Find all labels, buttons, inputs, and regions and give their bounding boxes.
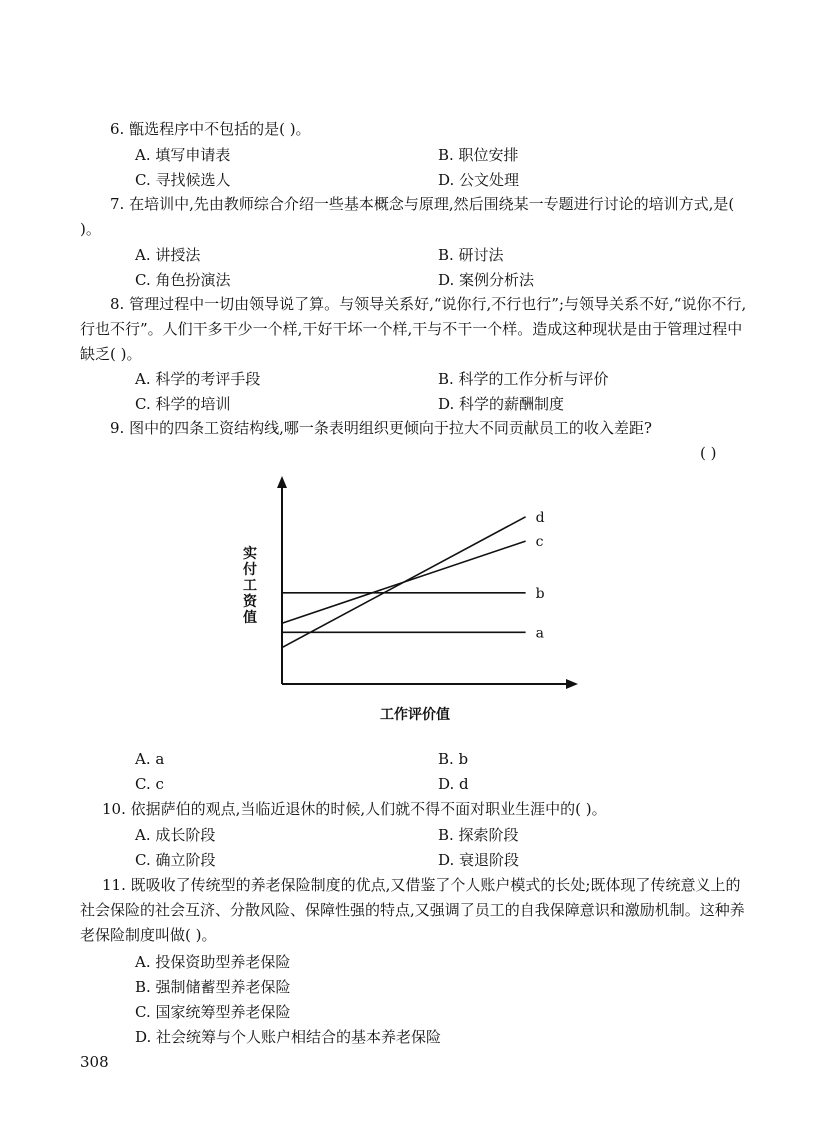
- y-axis-arrow: [277, 476, 287, 488]
- chart-svg: [230, 466, 610, 726]
- question-7-stem: 7. 在培训中,先由教师综合介绍一些基本概念与原理,然后围绕某一专题进行讨论的培训方式,是( )。: [80, 195, 735, 238]
- option-b: B. 强制储蓄型养老保险: [135, 978, 291, 996]
- series-label-b: b: [535, 585, 545, 602]
- y-axis-label-char: 资: [243, 594, 257, 610]
- y-axis-label-char: 值: [243, 610, 257, 626]
- series-line-d: [282, 517, 526, 648]
- option-d: D. d: [438, 775, 469, 793]
- question-6-options: [135, 143, 735, 193]
- option-a: A. 科学的考评手段: [135, 370, 261, 388]
- y-axis-label-char: 实: [243, 546, 257, 562]
- option-b: B. 研讨法: [438, 246, 504, 264]
- question-8-stem: 8. 管理过程中一切由领导说了算。与领导关系好,“说你行,不行也行”;与领导关系不好,“说你不行,行也不行”。人们干多干少一个样,干好干坏一个样,干与不干一个样。造成这种现状是由于管理过程中缺乏( )。: [80, 295, 747, 363]
- x-axis-arrow: [566, 679, 578, 689]
- option-a: A. 投保资助型养老保险: [135, 953, 291, 971]
- series-label-d: d: [535, 509, 545, 526]
- series-label-a: a: [535, 625, 544, 642]
- option-c: C. c: [135, 775, 164, 793]
- question-11-options: [135, 950, 735, 1050]
- y-axis-label-char: 付: [243, 562, 257, 578]
- option-c: C. 寻找候选人: [135, 171, 231, 189]
- question-10-stem: 10. 依据萨伯的观点,当临近退休的时候,人们就不得不面对职业生涯中的( )。: [102, 800, 607, 818]
- y-axis-label: [243, 545, 258, 626]
- y-axis-label-char: 工: [243, 578, 257, 594]
- x-axis-label: 工作评价值: [380, 707, 450, 723]
- question-6-stem: 6. 甑选程序中不包括的是( )。: [110, 120, 311, 138]
- option-d: D. 公文处理: [438, 171, 520, 189]
- option-c: C. 确立阶段: [135, 851, 216, 869]
- question-7: [80, 192, 752, 242]
- question-6: [80, 117, 752, 142]
- question-9: [80, 416, 752, 441]
- option-c: C. 国家统筹型养老保险: [135, 1003, 291, 1021]
- option-a: A. 填写申请表: [135, 146, 231, 164]
- option-a: A. a: [135, 750, 165, 768]
- answer-parenthesis: ( ): [700, 444, 717, 462]
- option-d: D. 社会统筹与个人账户相结合的基本养老保险: [135, 1028, 442, 1046]
- option-b: B. 科学的工作分析与评价: [438, 370, 609, 388]
- chart-series-labels: [536, 510, 545, 642]
- question-8-options: [135, 367, 735, 417]
- question-10-options: [135, 823, 735, 873]
- chart-series: [282, 517, 526, 648]
- option-b: B. 探索阶段: [438, 826, 519, 844]
- question-7-options: [135, 243, 735, 293]
- option-b: B. 职位安排: [438, 146, 519, 164]
- question-11: [80, 873, 752, 948]
- chart-axes: [277, 476, 578, 689]
- series-label-c: c: [535, 534, 544, 551]
- option-b: B. b: [438, 750, 469, 768]
- salary-structure-chart: [230, 466, 610, 726]
- question-11-stem: 11. 既吸收了传统型的养老保险制度的优点,又借鉴了个人账户模式的长处;既体现了传统意义上的社会保险的社会互济、分散风险、保障性强的特点,又强调了员工的自我保障意识和激励机制。这种养老保险制度叫做( )。: [80, 876, 745, 944]
- option-d: D. 衰退阶段: [438, 851, 520, 869]
- option-d: D. 案例分析法: [438, 271, 535, 289]
- option-c: C. 科学的培训: [135, 395, 231, 413]
- option-c: C. 角色扮演法: [135, 271, 231, 289]
- question-9-stem: 9. 图中的四条工资结构线,哪一条表明组织更倾向于拉大不同贡献员工的收入差距?: [110, 419, 652, 437]
- option-a: A. 成长阶段: [135, 826, 216, 844]
- question-8: [80, 292, 752, 367]
- option-d: D. 科学的薪酬制度: [438, 395, 565, 413]
- option-a: A. 讲授法: [135, 246, 201, 264]
- question-9-options: [135, 747, 735, 797]
- question-10: [80, 797, 752, 822]
- page-number: 308: [80, 1053, 109, 1071]
